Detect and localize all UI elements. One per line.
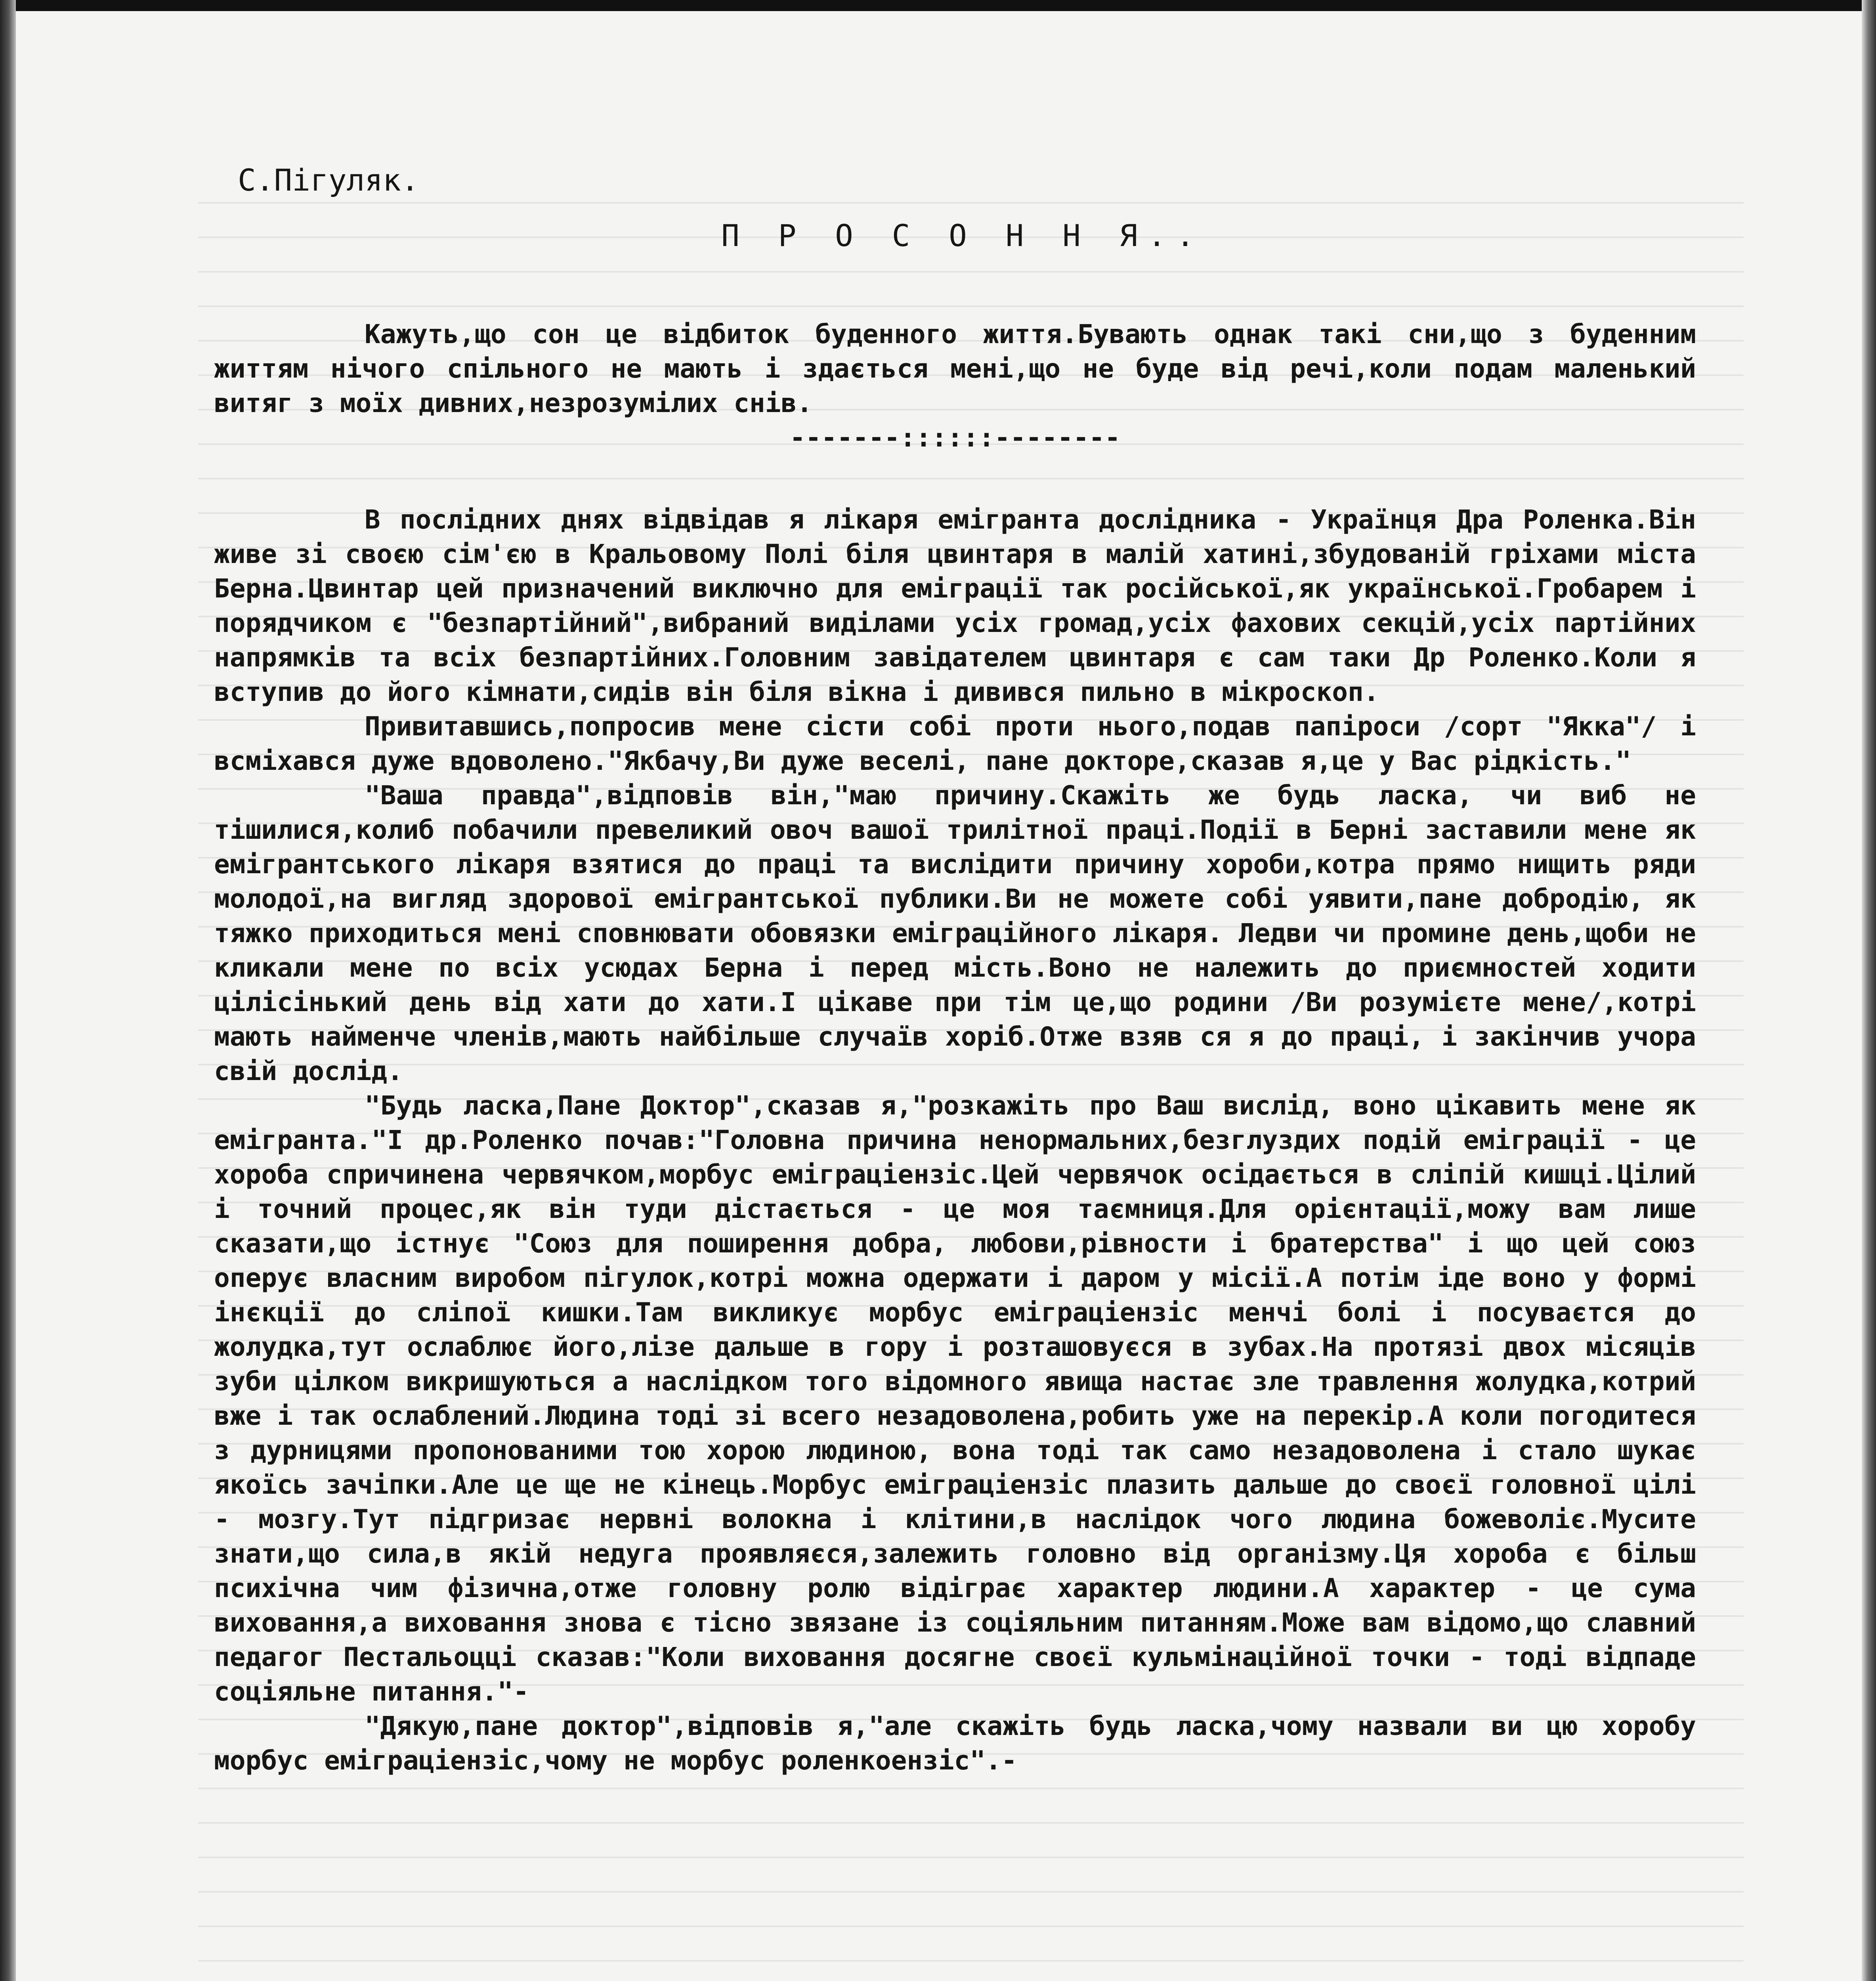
scan-border-left (0, 0, 16, 1981)
intro-paragraph: Кажуть,що сон це відбиток буденного життя.Бувають однак такі сни,що з буденним життям нічого спільного не мають і здається мені,що не буде від речі,коли подам маленький витяг з моїх дивних,незрозумілих снів. (214, 319, 1696, 418)
author-name: С.Пігуляк. (238, 162, 419, 198)
scan-border-right (1862, 0, 1876, 1981)
document-title: П Р О С О Н Н Я.. (721, 218, 1205, 253)
paragraph: Привитавшись,попросив мене сісти собі проти нього,подав папіроси /сорт "Якка"/ і всміхався дуже вдоволено."Якбачу,Ви дуже веселі, пане докторе,сказав я,це у Вас рідкість." (214, 711, 1696, 776)
typewritten-document (214, 158, 1696, 1778)
paragraph: "Дякую,пане доктор",відповів я,"але скажіть будь ласка,чому назвали ви цю хоробу морбус еміграціензіс,чому не морбус роленкоензіс".- (214, 1711, 1696, 1776)
paragraph: "Ваша правда",відповів він,"маю причину.Скажіть же будь ласка, чи виб не тішилися,колиб побачили превеликий овоч вашої трилітної праці.Події в Берні заставили мене як емігрантського лікаря взятися до праці та вислідити причину хороби,котра прямо нищить ряди молодої,на вигляд здорової емігрантської публики.Ви не можете собі уявити,пане добродію, як тяжко приходиться мені сповнювати обовязки еміграційного лікаря. Ледви чи промине день,щоби не кликали мене по всіх усюдах Берна і перед мість.Воно не належить до приємностей ходити цілісінький день від хати до хати.І цікаве при тім це,що родини /Ви розумієте мене/,котрі мають найменче членів,мають найбільше случаїв хоріб.Отже взяв ся я до праці, і закінчив учора свій дослід. (214, 780, 1696, 1086)
section-divider: -------::::::-------- (789, 422, 1121, 453)
paragraph: "Будь ласка,Пане Доктор",сказав я,"розкажіть про Ваш вислід, воно цікавить мене як емігранта."І др.Роленко почав:"Головна причина ненормальних,безглуздих подій еміграції - це хороба спричинена червячком,морбус еміграціензіс.Цей червячок осідається в сліпій кишці.Цілий і точний процес,як він туди дістається - це моя таємниця.Для орієнтації,можу вам лише сказати,що істнує "Союз для поширення добра, любови,рівности і братерства" і що цей союз оперує власним виробом пігулок,котрі можна одержати і даром у місії.А потім іде воно у формі інєкції до сліпої кишки.Там викликує морбус еміграціензіс менчі болі і посуваєтся до жолудка,тут ослаблює його,лізе дальше в гору і розташовуєся в зубах.На протязі двох місяців зуби цілком викришуються а наслідком того відомного явища настає зле травлення жолудка,котрий вже і так ослаблений.Людина тоді зі всего незадоволена,робить уже на перекір.А коли погодитеся з дурницями пропонованими тою хорою людиною, вона тоді так само незадоволена і стало шукає якоїсь зачіпки.Але це ще не кінець.Морбус еміграціензіс плазить дальше до своєї головної цілі - мозгу.Тут підгризає нервні волокна і клітини,в наслідок чого людина божеволіє.Мусите знати,що сила,в якій недуга проявляєся,залежить головно від організму.Ця хороба є більш психічна чим фізична,отже головну ролю відіграє характер людини.А характер - це сума виховання,а виховання знова є тісно звязане із соціяльним питанням.Може вам відомо,що славний педагог Пестальоцці сказав:"Коли виховання досягне своєї кульмінаційної точки - тоді відпаде соціяльне питання."- (214, 1090, 1696, 1707)
scan-border-top (0, 0, 1876, 11)
paragraph: В послідних днях відвідав я лікаря емігранта дослідника - Українця Дра Роленка.Він живе зі своєю сім'єю в Кральовому Полі біля цвинтаря в малій хатині,збудованій гріхами міста Берна.Цвинтар цей призначений виключно для еміграції так російської,як української.Гробарем і порядчиком є "безпартійний",вибраний виділами усіх громад,усіх фахових секцій,усіх партійних напрямків та всіх безпартійних.Головним завідателем цвинтаря є сам таки Др Роленко.Коли я вступив до його кімнати,сидів він біля вікна і дивився пильно в мікроскоп. (214, 504, 1696, 707)
